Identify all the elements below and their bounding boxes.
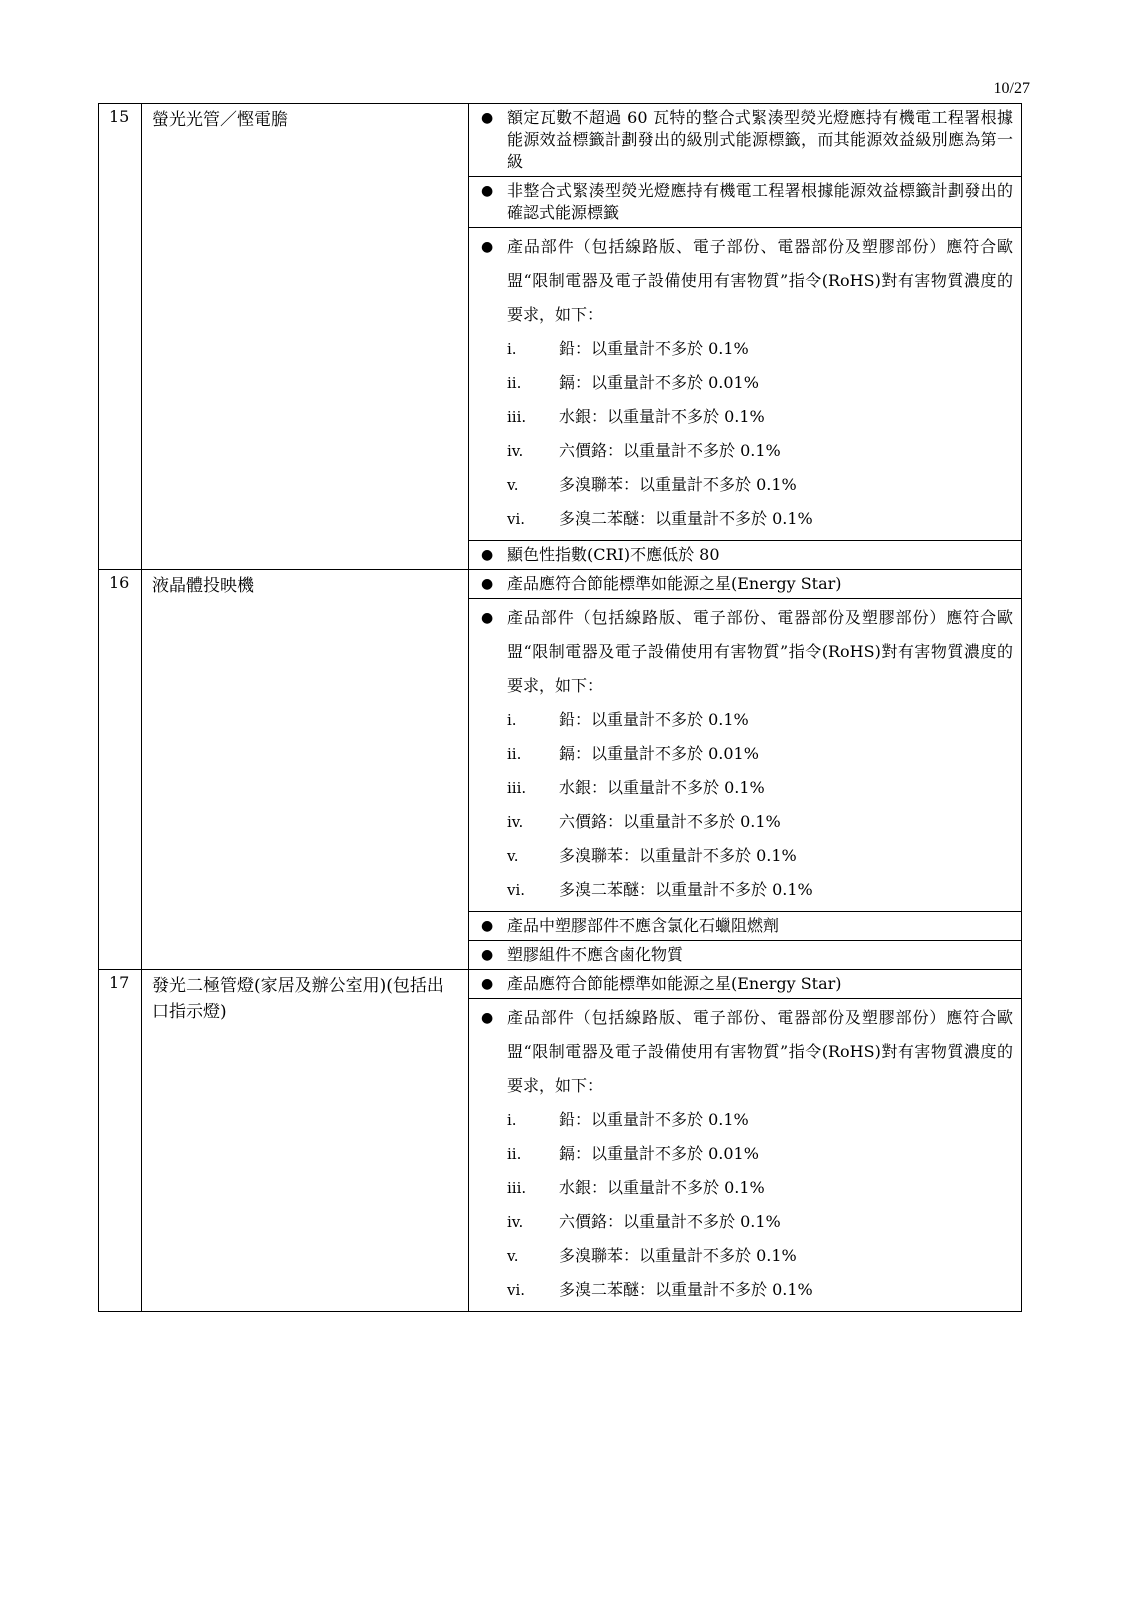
substance-text: 多溴聯苯：以重量計不多於 0.1% (559, 1246, 797, 1265)
substance-text: 多溴聯苯：以重量計不多於 0.1% (559, 475, 797, 494)
table-row (99, 970, 1022, 1312)
requirement-item (469, 228, 1021, 541)
requirement-text: 產品部件（包括線路版、電子部份、電器部份及塑膠部份）應符合歐盟“限制電器及電子設備使用有害物質”指令(RoHS)對有害物質濃度的要求，如下： (507, 1008, 1013, 1095)
spec-table (98, 103, 1022, 1312)
substance-text: 多溴聯苯：以重量計不多於 0.1% (559, 846, 797, 865)
roman-numeral: iii. (507, 1179, 527, 1197)
requirement-text: 產品部件（包括線路版、電子部份、電器部份及塑膠部份）應符合歐盟“限制電器及電子設備使用有害物質”指令(RoHS)對有害物質濃度的要求，如下： (507, 237, 1013, 324)
roman-numeral: iv. (507, 813, 524, 831)
item-number: 16 (99, 570, 142, 970)
requirement-item (469, 570, 1021, 599)
substance-limit (507, 1137, 1013, 1171)
requirement-text: 非整合式緊湊型熒光燈應持有機電工程署根據能源效益標籤計劃發出的確認式能源標籤 (507, 181, 1013, 222)
requirement-item (469, 541, 1021, 569)
substance-text: 多溴二苯醚：以重量計不多於 0.1% (559, 509, 813, 528)
roman-numeral: iii. (507, 779, 527, 797)
substance-text: 多溴二苯醚：以重量計不多於 0.1% (559, 880, 813, 899)
substance-text: 水銀：以重量計不多於 0.1% (559, 1178, 765, 1197)
substance-limit (507, 434, 1013, 468)
roman-numeral: v. (507, 847, 519, 865)
roman-numeral: i. (507, 1111, 517, 1129)
substance-text: 鉛：以重量計不多於 0.1% (559, 1110, 749, 1129)
requirement-item (469, 999, 1021, 1311)
bullet-icon: ● (481, 918, 494, 934)
requirement-text: 產品部件（包括線路版、電子部份、電器部份及塑膠部份）應符合歐盟“限制電器及電子設備使用有害物質”指令(RoHS)對有害物質濃度的要求，如下： (507, 608, 1013, 695)
substance-limit (507, 839, 1013, 873)
requirement-item (469, 912, 1021, 941)
requirement-item (469, 104, 1021, 177)
table-row (99, 570, 1022, 970)
substance-limit (507, 502, 1013, 536)
roman-numeral: ii. (507, 374, 522, 392)
item-number: 17 (99, 970, 142, 1312)
roman-numeral: ii. (507, 1145, 522, 1163)
substance-text: 六價鉻：以重量計不多於 0.1% (559, 441, 781, 460)
requirement-text: 顯色性指數(CRI)不應低於 80 (507, 545, 720, 564)
bullet-icon: ● (481, 547, 494, 563)
substance-text: 水銀：以重量計不多於 0.1% (559, 407, 765, 426)
substance-text: 鉛：以重量計不多於 0.1% (559, 710, 749, 729)
substance-text: 鎘：以重量計不多於 0.01% (559, 1144, 759, 1163)
substance-limit (507, 366, 1013, 400)
bullet-icon: ● (481, 239, 494, 255)
roman-numeral: iii. (507, 408, 527, 426)
substance-limit (507, 771, 1013, 805)
substance-text: 六價鉻：以重量計不多於 0.1% (559, 1212, 781, 1231)
roman-numeral: vi. (507, 510, 526, 528)
requirement-item (469, 599, 1021, 912)
substance-text: 多溴二苯醚：以重量計不多於 0.1% (559, 1280, 813, 1299)
substance-limit (507, 703, 1013, 737)
substance-text: 水銀：以重量計不多於 0.1% (559, 778, 765, 797)
substance-limit (507, 468, 1013, 502)
roman-numeral: vi. (507, 881, 526, 899)
requirement-text: 塑膠組件不應含鹵化物質 (507, 945, 684, 964)
bullet-icon: ● (481, 976, 494, 992)
substance-limit (507, 400, 1013, 434)
substance-text: 六價鉻：以重量計不多於 0.1% (559, 812, 781, 831)
bullet-icon: ● (481, 110, 494, 126)
item-number: 15 (99, 104, 142, 570)
requirement-text: 產品應符合節能標準如能源之星(Energy Star) (507, 574, 842, 593)
requirements-cell (469, 570, 1022, 970)
substance-limit (507, 737, 1013, 771)
roman-numeral: v. (507, 1247, 519, 1265)
substance-limit (507, 332, 1013, 366)
requirement-item (469, 970, 1021, 999)
substance-limit (507, 873, 1013, 907)
product-name: 螢光光管／慳電膽 (142, 104, 469, 570)
requirements-cell (469, 970, 1022, 1312)
product-name: 液晶體投映機 (142, 570, 469, 970)
bullet-icon: ● (481, 947, 494, 963)
roman-numeral: i. (507, 340, 517, 358)
requirement-text: 額定瓦數不超過 60 瓦特的整合式緊湊型熒光燈應持有機電工程署根據能源效益標籤計劃發出的級別式能源標籤，而其能源效益級別應為第一級 (507, 108, 1013, 171)
substance-limit (507, 1171, 1013, 1205)
bullet-icon: ● (481, 610, 494, 626)
bullet-icon: ● (481, 576, 494, 592)
requirement-item (469, 177, 1021, 228)
substance-text: 鎘：以重量計不多於 0.01% (559, 373, 759, 392)
roman-numeral: ii. (507, 745, 522, 763)
substance-limit (507, 1103, 1013, 1137)
roman-numeral: v. (507, 476, 519, 494)
substance-limit (507, 805, 1013, 839)
roman-numeral: i. (507, 711, 517, 729)
requirement-item (469, 941, 1021, 969)
substance-text: 鎘：以重量計不多於 0.01% (559, 744, 759, 763)
substance-limit (507, 1273, 1013, 1307)
bullet-icon: ● (481, 183, 494, 199)
requirements-cell (469, 104, 1022, 570)
roman-numeral: iv. (507, 442, 524, 460)
table-row (99, 104, 1022, 570)
page-number: 10/27 (993, 80, 1030, 97)
roman-numeral: vi. (507, 1281, 526, 1299)
requirement-text: 產品中塑膠部件不應含氯化石蠟阻燃劑 (507, 916, 780, 935)
substance-limit (507, 1205, 1013, 1239)
substance-limit (507, 1239, 1013, 1273)
substance-text: 鉛：以重量計不多於 0.1% (559, 339, 749, 358)
product-name: 發光二極管燈(家居及辦公室用)(包括出口指示燈) (142, 970, 469, 1312)
bullet-icon: ● (481, 1010, 494, 1026)
requirement-text: 產品應符合節能標準如能源之星(Energy Star) (507, 974, 842, 993)
roman-numeral: iv. (507, 1213, 524, 1231)
